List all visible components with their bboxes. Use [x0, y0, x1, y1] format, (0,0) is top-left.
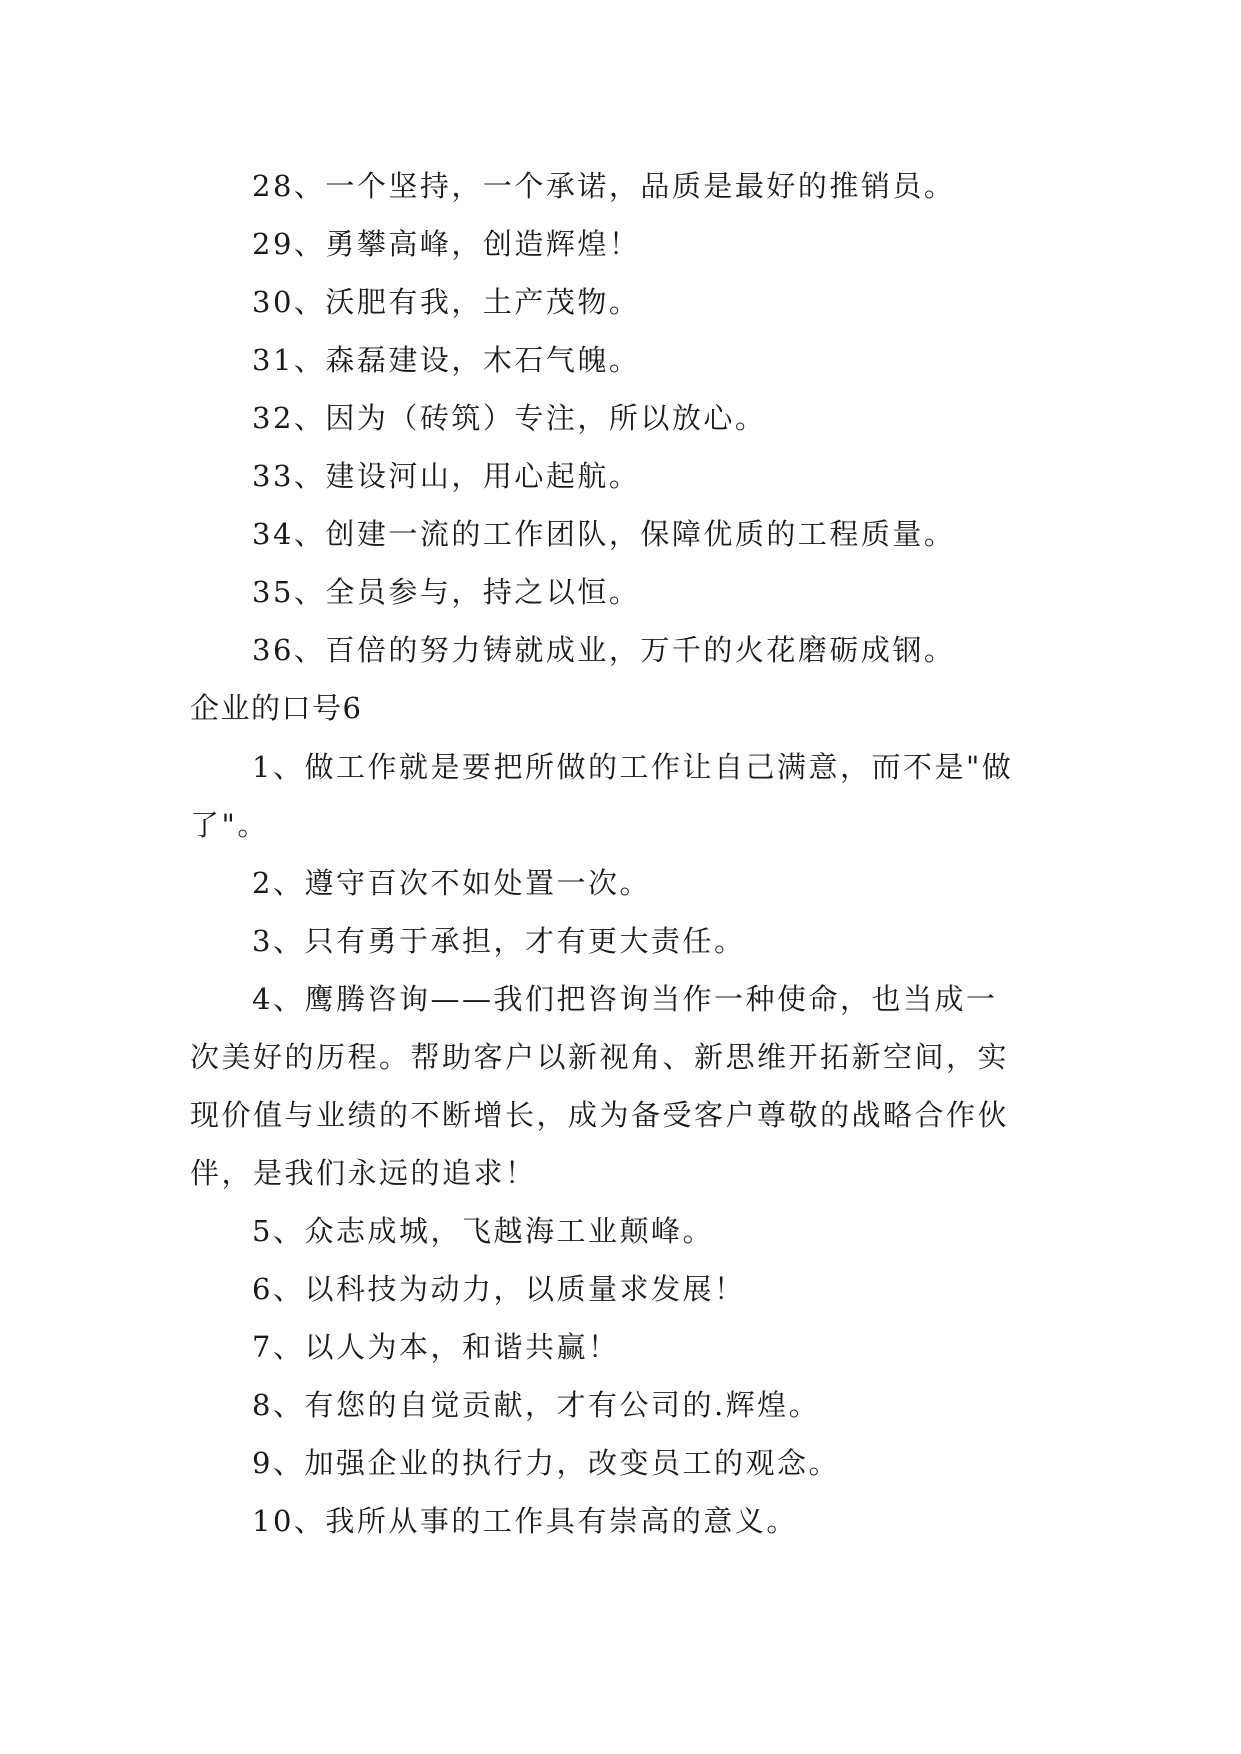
- slogan-36: 36、百倍的努力铸就成业，万千的火花磨砺成钢。: [252, 633, 956, 667]
- slogan-1-line-2: 了"。: [190, 808, 269, 842]
- slogan-35: 35、全员参与，持之以恒。: [252, 575, 641, 609]
- slogan-7: 7、以人为本，和谐共赢！: [252, 1330, 620, 1364]
- slogan-29: 29、勇攀高峰，创造辉煌！: [252, 227, 641, 261]
- slogan-4-line-3: 现价值与业绩的不断增长，成为备受客户尊敬的战略合作伙: [190, 1098, 1010, 1132]
- slogan-31: 31、森磊建设，木石气魄。: [252, 343, 641, 377]
- slogan-28: 28、一个坚持，一个承诺，品质是最好的推销员。: [252, 169, 956, 203]
- slogan-32: 32、因为（砖筑）专注，所以放心。: [252, 401, 767, 435]
- slogan-4-line-4: 伴，是我们永远的追求！: [190, 1156, 537, 1190]
- slogan-33: 33、建设河山，用心起航。: [252, 459, 641, 493]
- slogan-5: 5、众志成城，飞越海工业颠峰。: [252, 1214, 714, 1248]
- slogan-30: 30、沃肥有我，土产茂物。: [252, 285, 641, 319]
- slogan-4-line-2: 次美好的历程。帮助客户以新视角、新思维开拓新空间，实: [190, 1040, 1010, 1074]
- slogan-9: 9、加强企业的执行力，改变员工的观念。: [252, 1446, 840, 1480]
- slogan-34: 34、创建一流的工作团队，保障优质的工程质量。: [252, 517, 956, 551]
- slogan-10: 10、我所从事的工作具有崇高的意义。: [252, 1504, 798, 1538]
- slogan-6: 6、以科技为动力，以质量求发展！: [252, 1272, 746, 1306]
- slogan-4-line-1: 4、鹰腾咨询——我们把咨询当作一种使命，也当成一: [252, 982, 998, 1016]
- section-heading: 企业的口号6: [190, 691, 363, 725]
- slogan-2: 2、遵守百次不如处置一次。: [252, 866, 651, 900]
- slogan-8: 8、有您的自觉贡献，才有公司的.辉煌。: [252, 1388, 821, 1422]
- slogan-3: 3、只有勇于承担，才有更大责任。: [252, 924, 746, 958]
- slogan-1-line-1: 1、做工作就是要把所做的工作让自己满意，而不是"做: [252, 750, 1014, 784]
